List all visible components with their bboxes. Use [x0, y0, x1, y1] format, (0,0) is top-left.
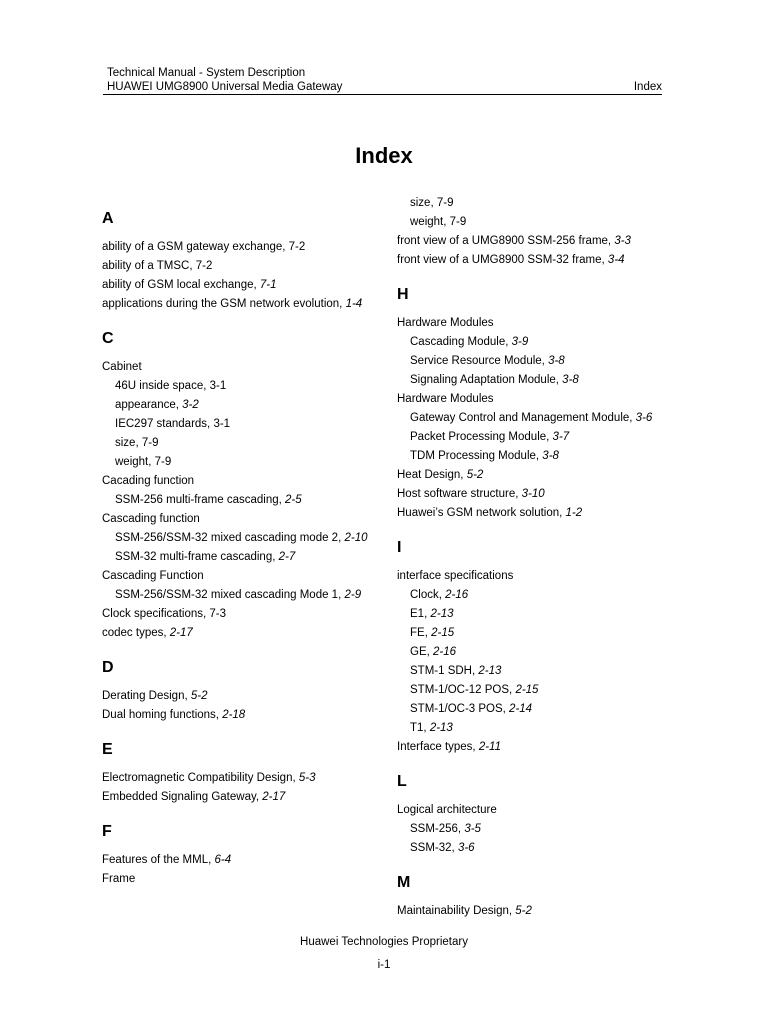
index-entry: [102, 257, 382, 276]
index-entry: [397, 485, 677, 504]
entry-term: Cascading Function: [102, 570, 204, 582]
entry-page-ref: 2-17: [169, 627, 193, 639]
index-entry: [397, 466, 677, 485]
index-letter-heading: H: [397, 286, 409, 303]
header-doc-title: Technical Manual - System Description: [107, 67, 306, 79]
entry-term: IEC297 standards,: [115, 418, 214, 430]
entry-page-ref: 5-2: [515, 905, 532, 917]
index-group: [102, 209, 382, 314]
index-subentry: [397, 428, 677, 447]
entry-page-ref: 3-6: [635, 412, 653, 424]
index-subentry: [397, 662, 677, 681]
index-entry: [397, 251, 677, 270]
entry-page-ref: 7-2: [288, 241, 306, 253]
entry-term: codec types,: [102, 627, 170, 639]
entry-page-ref: 3-8: [542, 450, 559, 462]
entry-term: Dual homing functions,: [102, 709, 223, 721]
index-entry: [102, 624, 382, 643]
entry-term: SSM-256 multi-frame cascading,: [115, 494, 286, 506]
index-subentry: [102, 434, 382, 453]
page-number: i-1: [377, 959, 391, 971]
footer-company: Huawei Technologies Proprietary: [300, 936, 468, 948]
index-entry: [102, 851, 382, 870]
entry-term: SSM-256/SSM-32 mixed cascading mode 2,: [115, 532, 345, 544]
entry-term: Derating Design,: [102, 690, 191, 702]
entry-page-ref: 2-15: [515, 684, 539, 696]
index-subentry: [397, 352, 677, 371]
entry-term: Interface types,: [397, 741, 479, 753]
index-subentry: [102, 548, 382, 567]
page-footer: [0, 936, 768, 972]
entry-page-ref: 2-13: [429, 722, 453, 734]
entry-term: T1,: [410, 722, 430, 734]
index-entry: [397, 801, 677, 820]
entry-page-ref: 2-13: [430, 608, 454, 620]
entry-page-ref: 3-1: [209, 380, 227, 392]
entry-term: Huawei’s GSM network solution,: [397, 507, 566, 519]
index-group: [102, 329, 382, 643]
entry-page-ref: 6-4: [214, 854, 232, 866]
entry-term: Cabinet: [102, 361, 142, 373]
entry-term: front view of a UMG8900 SSM-32 frame,: [397, 254, 608, 266]
header-product: HUAWEI UMG8900 Universal Media Gateway: [107, 80, 343, 93]
entry-page-ref: 1-4: [345, 298, 363, 310]
entry-page-ref: 3-9: [511, 336, 529, 348]
index-subentry: [397, 586, 677, 605]
entry-term: applications during the GSM network evolution,: [102, 298, 346, 310]
index-subentry: [102, 453, 382, 472]
index-entry: [102, 276, 382, 295]
index-entry: [397, 390, 677, 409]
entry-page-ref: 7-9: [436, 197, 454, 209]
index-group: [397, 772, 677, 858]
index-entry: [397, 504, 677, 523]
entry-term: size,: [410, 197, 437, 209]
index-subentry: [102, 377, 382, 396]
index-subentry: [397, 447, 677, 466]
entry-page-ref: 2-9: [344, 589, 362, 601]
entry-page-ref: 5-2: [190, 690, 208, 702]
entry-page-ref: 2-11: [478, 741, 501, 753]
index-entry: [102, 510, 382, 529]
entry-page-ref: 2-17: [262, 791, 286, 803]
entry-page-ref: 7-9: [141, 437, 159, 449]
index-letter-heading: M: [397, 874, 411, 891]
index-group: [102, 822, 382, 889]
index-letter-heading: C: [102, 330, 114, 347]
entry-term: SSM-256/SSM-32 mixed cascading Mode 1,: [115, 589, 345, 601]
index-subentry: [102, 396, 382, 415]
index-entry: [102, 295, 382, 314]
header-rule: [103, 94, 662, 95]
index-subentry: [397, 643, 677, 662]
index-group: [397, 538, 677, 757]
entry-page-ref: 3-3: [614, 235, 631, 247]
index-subentry: [397, 333, 677, 352]
index-entry: [102, 788, 382, 807]
index-entry: [102, 238, 382, 257]
entry-page-ref: 2-13: [478, 665, 502, 677]
entry-term: size,: [115, 437, 142, 449]
entry-term: front view of a UMG8900 SSM-256 frame,: [397, 235, 615, 247]
index-entry: [397, 232, 677, 251]
entry-term: E1,: [410, 608, 431, 620]
entry-term: TDM Processing Module,: [410, 450, 543, 462]
entry-term: Electromagnetic Compatibility Design,: [102, 772, 299, 784]
index-subentry: [102, 586, 382, 605]
entry-page-ref: 3-6: [457, 842, 475, 854]
index-entry: [102, 358, 382, 377]
index-subentry: [397, 213, 677, 232]
index-subentry: [397, 719, 677, 738]
entry-term: Features of the MML,: [102, 854, 215, 866]
entry-term: SSM-32 multi-frame cascading,: [115, 551, 279, 563]
entry-term: Heat Design,: [397, 469, 467, 481]
entry-term: STM-1/OC-3 POS,: [410, 703, 510, 715]
index-subentry: [397, 700, 677, 719]
entry-page-ref: 3-5: [464, 823, 481, 835]
index-entry: [102, 687, 382, 706]
entry-term: weight,: [115, 456, 155, 468]
index-letter-heading: E: [102, 741, 113, 758]
index-subentry: [397, 681, 677, 700]
entry-page-ref: 5-3: [298, 772, 316, 784]
entry-page-ref: 7-9: [449, 216, 467, 228]
entry-term: Hardware Modules: [397, 393, 494, 405]
index-group: [397, 873, 677, 921]
entry-page-ref: 2-10: [344, 532, 368, 544]
entry-page-ref: 7-2: [195, 260, 213, 272]
index-entry: [397, 902, 677, 921]
entry-page-ref: 2-15: [431, 627, 455, 639]
index-column-right: [397, 194, 677, 921]
entry-term: FE,: [410, 627, 432, 639]
entry-page-ref: 3-2: [182, 399, 199, 411]
index-entry: [102, 706, 382, 725]
entry-page-ref: 2-18: [222, 709, 246, 721]
index-subentry: [397, 194, 677, 213]
entry-term: Frame: [102, 873, 136, 885]
entry-term: Signaling Adaptation Module,: [410, 374, 563, 386]
entry-page-ref: 5-2: [466, 469, 484, 481]
entry-term: weight,: [410, 216, 450, 228]
index-group: [397, 285, 677, 523]
index-subentry: [397, 605, 677, 624]
index-entry: [397, 738, 677, 757]
index-group: [102, 658, 382, 725]
page-header: [107, 67, 662, 94]
entry-term: Hardware Modules: [397, 317, 494, 329]
index-subentry: [397, 409, 677, 428]
entry-page-ref: 2-16: [433, 646, 457, 658]
index-letter-heading: F: [102, 823, 112, 840]
index-entry: [102, 870, 382, 889]
entry-term: ability of a TMSC,: [102, 260, 196, 272]
index-entry: [102, 567, 382, 586]
index-entry: [102, 472, 382, 491]
index-entry: [102, 769, 382, 788]
entry-page-ref: 7-3: [209, 608, 226, 620]
index-group: [397, 194, 677, 270]
entry-term: Cascading Module,: [410, 336, 512, 348]
index-subentry: [397, 839, 677, 858]
entry-term: ability of GSM local exchange,: [102, 279, 260, 291]
entry-term: ability of a GSM gateway exchange,: [102, 241, 289, 253]
entry-term: SSM-32,: [410, 842, 458, 854]
entry-page-ref: 3-7: [552, 431, 570, 443]
entry-page-ref: 1-2: [565, 507, 583, 519]
entry-page-ref: 2-5: [285, 494, 302, 506]
entry-page-ref: 3-10: [521, 488, 545, 500]
entry-term: Packet Processing Module,: [410, 431, 553, 443]
index-entry: [397, 314, 677, 333]
index-subentry: [102, 529, 382, 548]
header-section: Index: [633, 80, 662, 93]
index-group: [102, 740, 382, 807]
entry-page-ref: 3-8: [562, 374, 579, 386]
entry-term: Maintainability Design,: [397, 905, 516, 917]
index-letter-heading: D: [102, 659, 114, 676]
entry-page-ref: 3-8: [548, 355, 565, 367]
entry-term: Host software structure,: [397, 488, 522, 500]
entry-term: STM-1/OC-12 POS,: [410, 684, 516, 696]
entry-page-ref: 3-1: [213, 418, 231, 430]
index-entry: [102, 605, 382, 624]
page-title: Index: [355, 143, 413, 168]
entry-term: 46U inside space,: [115, 380, 210, 392]
entry-term: Clock specifications,: [102, 608, 210, 620]
index-letter-heading: A: [102, 210, 114, 227]
index-letter-heading: L: [397, 773, 407, 790]
index-letter-heading: I: [397, 539, 402, 556]
entry-term: SSM-256,: [410, 823, 465, 835]
entry-page-ref: 2-7: [278, 551, 296, 563]
index-column-left: [102, 209, 382, 889]
index-subentry: [397, 820, 677, 839]
index-subentry: [102, 415, 382, 434]
entry-term: GE,: [410, 646, 434, 658]
entry-term: Service Resource Module,: [410, 355, 549, 367]
entry-term: Logical architecture: [397, 804, 497, 816]
entry-term: Embedded Signaling Gateway,: [102, 791, 263, 803]
entry-term: Cascading function: [102, 513, 200, 525]
entry-term: Clock,: [410, 589, 446, 601]
entry-term: interface specifications: [397, 570, 514, 582]
index-entry: [397, 567, 677, 586]
entry-page-ref: 7-1: [259, 279, 277, 291]
header-row: [107, 81, 662, 95]
entry-term: STM-1 SDH,: [410, 665, 479, 677]
entry-page-ref: 3-4: [607, 254, 625, 266]
index-subentry: [102, 491, 382, 510]
index-subentry: [397, 624, 677, 643]
index-subentry: [397, 371, 677, 390]
entry-term: Cacading function: [102, 475, 195, 487]
entry-term: Gateway Control and Management Module,: [410, 412, 636, 424]
entry-page-ref: 2-14: [509, 703, 533, 715]
entry-term: appearance,: [115, 399, 183, 411]
entry-page-ref: 2-16: [445, 589, 469, 601]
entry-page-ref: 7-9: [154, 456, 172, 468]
